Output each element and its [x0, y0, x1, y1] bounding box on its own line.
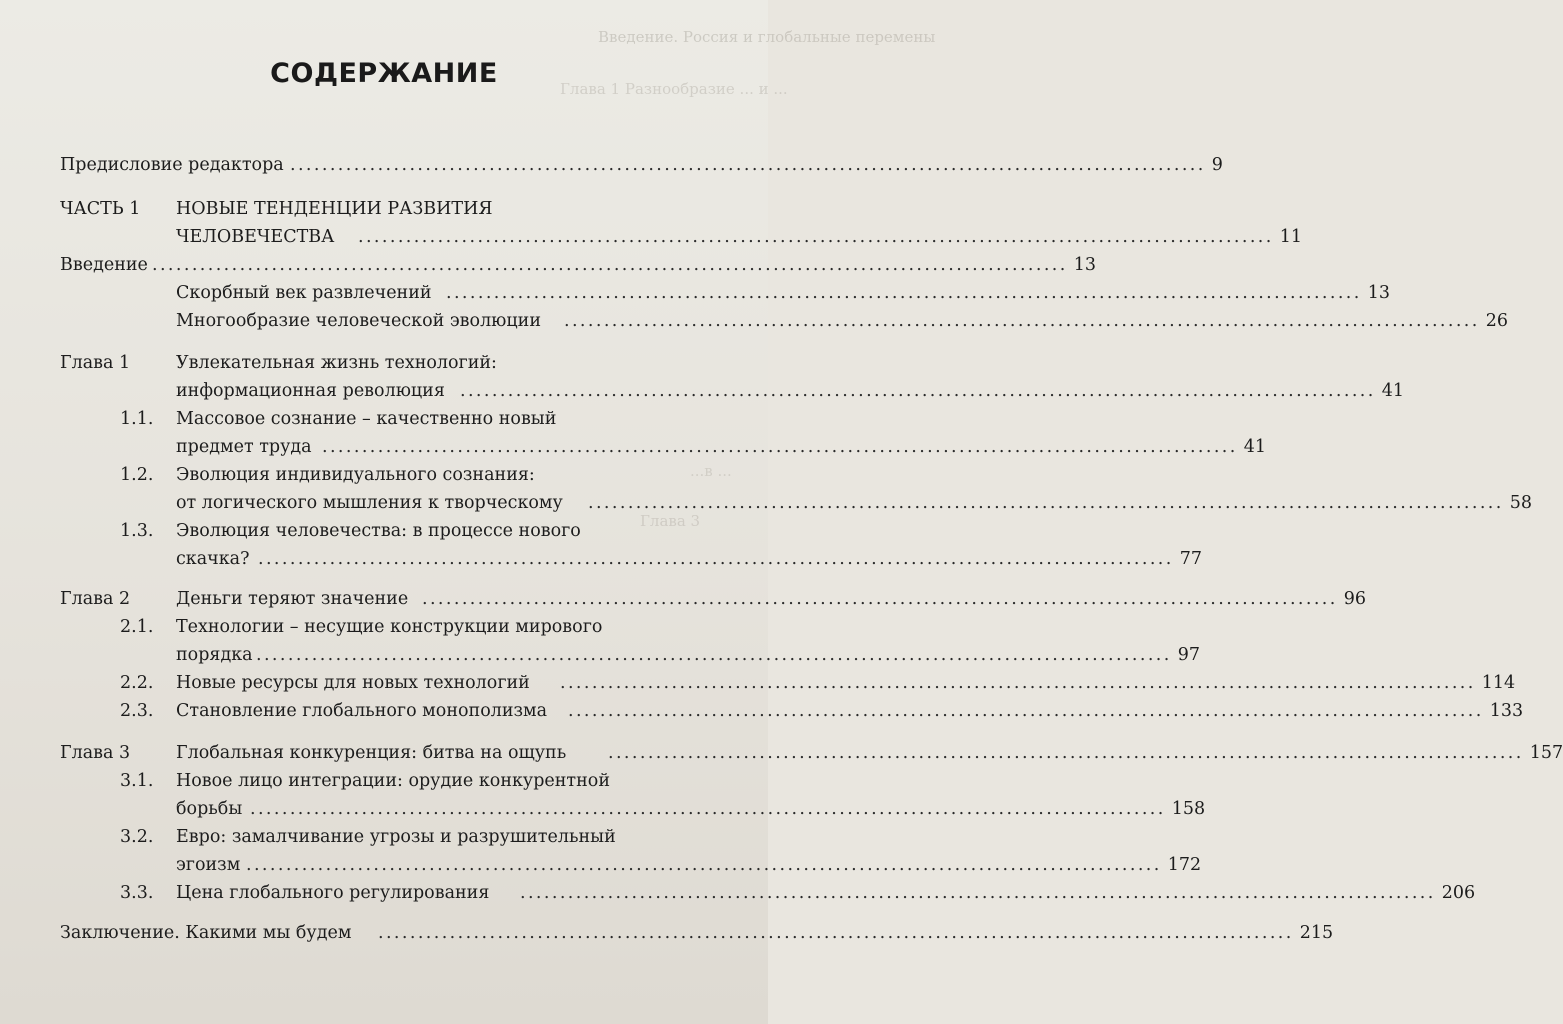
toc-entry	[60, 852, 1202, 878]
entry-title: Эволюция человечества: в процессе нового	[176, 521, 581, 541]
leader-line	[246, 852, 1202, 878]
leader-dots: ...................................................................................................................	[560, 673, 1476, 693]
page-number: 13	[1367, 283, 1390, 303]
leader-dots: ...................................................................................................................	[378, 923, 1294, 943]
leader-line	[256, 642, 1200, 668]
toc-entry	[60, 796, 1206, 822]
page-number: 157	[1529, 743, 1563, 763]
leader-line	[446, 280, 1390, 306]
entry-title: Цена глобального регулирования	[176, 883, 490, 903]
leader-dots: ...................................................................................................................	[588, 493, 1504, 513]
entry-title: борьбы	[176, 799, 243, 819]
toc-entry	[60, 434, 1266, 460]
leader-dots: ...................................................................................................................	[290, 155, 1206, 175]
toc-entry	[60, 642, 1200, 668]
toc-entry	[60, 280, 1390, 306]
page-number: 11	[1279, 227, 1302, 247]
page-number: 114	[1481, 673, 1516, 693]
section-number: 3.2.	[120, 827, 154, 847]
toc-entry	[60, 350, 686, 376]
entry-title: порядка	[176, 645, 253, 665]
entry-title: Эволюция индивидуального сознания:	[176, 465, 535, 485]
entry-title: Евро: замалчивание угрозы и разрушительный	[176, 827, 616, 847]
page-number: 172	[1167, 855, 1202, 875]
page-number: 13	[1073, 255, 1096, 275]
leader-dots: ...................................................................................................................	[258, 549, 1174, 569]
section-number: 3.3.	[120, 883, 154, 903]
entry-title: Многообразие человеческой эволюции	[176, 311, 541, 331]
page-number: 41	[1243, 437, 1266, 457]
toc-entry	[60, 880, 1476, 906]
page-number: 158	[1171, 799, 1206, 819]
toc-entry	[60, 614, 686, 640]
leader-line	[258, 546, 1202, 572]
toc-entry	[60, 670, 1516, 696]
section-number: 1.2.	[120, 465, 154, 485]
toc-entry	[60, 378, 1404, 404]
entry-title: Деньги теряют значение	[176, 589, 409, 609]
leader-dots: ...................................................................................................................	[446, 283, 1362, 303]
page-number: 215	[1299, 923, 1334, 943]
leader-dots: ...................................................................................................................	[608, 743, 1524, 763]
toc-entry	[60, 406, 686, 432]
entry-title: Глобальная конкуренция: битва на ощупь	[176, 743, 567, 763]
section-number: 2.2.	[120, 673, 154, 693]
toc-entry	[60, 920, 1334, 946]
leader-line	[152, 252, 1096, 278]
entry-title: Увлекательная жизнь технологий:	[176, 353, 497, 373]
entry-title: Скорбный век развлечений	[176, 283, 432, 303]
chapter-number: Глава 2	[60, 589, 131, 609]
leader-line	[378, 920, 1334, 946]
bleed-through-text: Глава 3	[640, 512, 701, 530]
leader-line	[608, 740, 1563, 766]
leader-dots: ...................................................................................................................	[250, 799, 1166, 819]
toc-entry	[60, 740, 1563, 766]
entry-title: Новые ресурсы для новых технологий	[176, 673, 530, 693]
part-number: ЧАСТЬ 1	[60, 199, 141, 219]
leader-line	[358, 224, 1302, 250]
leader-line	[290, 152, 1223, 178]
leader-dots: ...................................................................................................................	[152, 255, 1068, 275]
page-number: 97	[1177, 645, 1200, 665]
toc-entry	[60, 252, 1096, 278]
leader-dots: ...................................................................................................................	[568, 701, 1484, 721]
entry-title: эгоизм	[176, 855, 241, 875]
leader-line	[520, 880, 1476, 906]
leader-line	[568, 698, 1524, 724]
entry-title: скачка?	[176, 549, 250, 569]
entry-title: предмет труда	[176, 437, 312, 457]
bleed-through-text: Глава 1 Разнообразие ... и ...	[560, 80, 788, 98]
toc-entry	[60, 698, 1524, 724]
chapter-number: Глава 1	[60, 353, 131, 373]
entry-title: ЧЕЛОВЕЧЕСТВА	[176, 227, 335, 247]
entry-title: Предисловие редактора	[60, 155, 284, 175]
leader-dots: ...................................................................................................................	[564, 311, 1480, 331]
entry-title: Становление глобального монополизма	[176, 701, 548, 721]
bleed-through-text: ...в ...	[690, 462, 732, 480]
page-title: СОДЕРЖАНИЕ	[270, 58, 498, 89]
entry-title: Заключение. Какими мы будем	[60, 923, 352, 943]
toc-entry	[60, 490, 1532, 516]
page-number: 206	[1441, 883, 1476, 903]
section-number: 3.1.	[120, 771, 154, 791]
section-number: 2.3.	[120, 701, 154, 721]
leader-dots: ...................................................................................................................	[246, 855, 1162, 875]
toc-entry	[60, 462, 686, 488]
leader-line	[460, 378, 1404, 404]
toc-entry	[60, 152, 1223, 178]
leader-line	[560, 670, 1516, 696]
entry-title: от логического мышления к творческому	[176, 493, 563, 513]
leader-line	[588, 490, 1532, 516]
leader-line	[250, 796, 1206, 822]
toc-entry	[60, 308, 1508, 334]
toc-entry	[60, 768, 686, 794]
toc-entry	[60, 196, 686, 222]
toc-entry	[60, 546, 1202, 572]
entry-title: Массовое сознание – качественно новый	[176, 409, 557, 429]
entry-title: информационная революция	[176, 381, 445, 401]
leader-line	[422, 586, 1366, 612]
entry-title: Новое лицо интеграции: орудие конкурентной	[176, 771, 610, 791]
leader-dots: ...................................................................................................................	[358, 227, 1274, 247]
page-number: 9	[1211, 155, 1223, 175]
entry-title: НОВЫЕ ТЕНДЕНЦИИ РАЗВИТИЯ	[176, 199, 493, 219]
leader-dots: ...................................................................................................................	[460, 381, 1376, 401]
leader-dots: ...................................................................................................................	[520, 883, 1436, 903]
page-number: 96	[1343, 589, 1366, 609]
section-number: 1.1.	[120, 409, 154, 429]
leader-dots: ...................................................................................................................	[422, 589, 1338, 609]
toc-entry	[60, 586, 1366, 612]
leader-dots: ...................................................................................................................	[322, 437, 1238, 457]
chapter-number: Глава 3	[60, 743, 131, 763]
toc-entry	[60, 518, 686, 544]
leader-line	[322, 434, 1266, 460]
page-number: 26	[1485, 311, 1508, 331]
page-number: 133	[1489, 701, 1524, 721]
entry-title: Технологии – несущие конструкции мирового	[176, 617, 603, 637]
entry-title: Введение	[60, 255, 148, 275]
page-number: 77	[1179, 549, 1202, 569]
section-number: 2.1.	[120, 617, 154, 637]
page-number: 58	[1509, 493, 1532, 513]
toc-entry	[60, 224, 1302, 250]
leader-dots: ...................................................................................................................	[256, 645, 1172, 665]
page-number: 41	[1381, 381, 1404, 401]
section-number: 1.3.	[120, 521, 154, 541]
bleed-through-text: Введение. Россия и глобальные перемены	[598, 28, 936, 46]
toc-entry	[60, 824, 686, 850]
leader-line	[564, 308, 1508, 334]
